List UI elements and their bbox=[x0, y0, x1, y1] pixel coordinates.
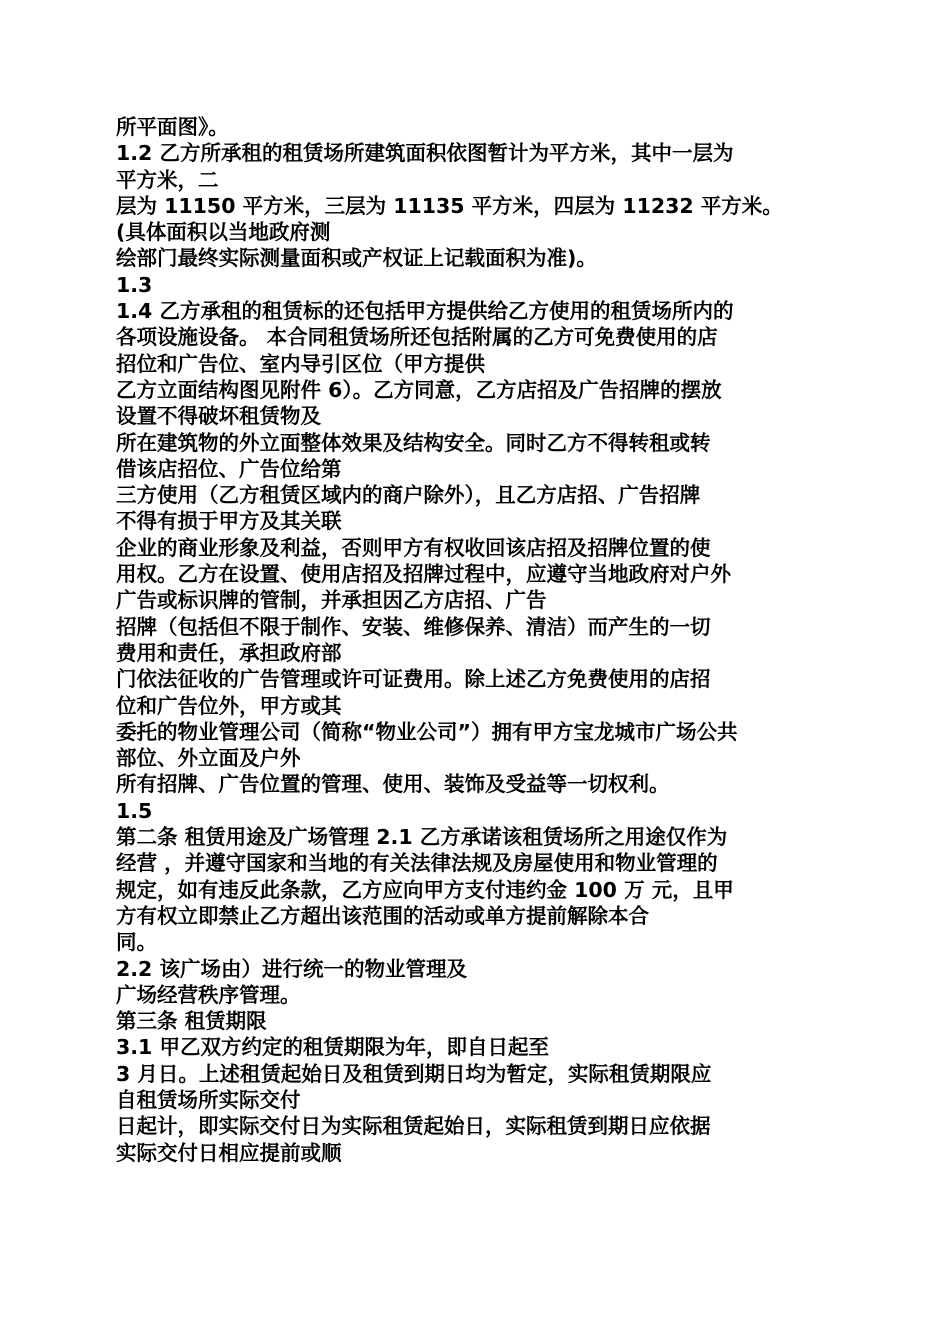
text-line: 同。 bbox=[116, 930, 157, 955]
text-line: 三方使用（乙方租赁区域内的商户除外），且乙方店招、广告招牌 bbox=[116, 483, 701, 508]
text-line: 3 月日。上述租赁起始日及租赁到期日均为暂定，实际租赁期限应 bbox=[116, 1061, 712, 1086]
text-line: (具体面积以当地政府测 bbox=[116, 220, 331, 245]
text-line: 部位、外立面及户外 bbox=[116, 746, 301, 771]
text-line: 所在建筑物的外立面整体效果及结构安全。同时乙方不得转租或转 bbox=[116, 430, 711, 455]
text-line: 自租赁场所实际交付 bbox=[116, 1087, 301, 1112]
text-line: 招位和广告位、室内导引区位（甲方提供 bbox=[116, 351, 485, 376]
document-page bbox=[116, 114, 840, 1166]
text-line: 3.1 甲乙双方约定的租赁期限为年，即自日起至 bbox=[116, 1035, 549, 1060]
text-line: 第三条 租赁期限 bbox=[116, 1009, 267, 1034]
text-line: 平方米，二 bbox=[116, 167, 219, 192]
text-line: 所有招牌、广告位置的管理、使用、装饰及受益等一切权利。 bbox=[116, 772, 670, 797]
text-line: 设置不得破坏租赁物及 bbox=[116, 404, 321, 429]
text-line: 广场经营秩序管理。 bbox=[116, 982, 301, 1007]
text-line: 1.4 乙方承租的租赁标的还包括甲方提供给乙方使用的租赁场所内的 bbox=[116, 299, 734, 324]
text-line: 借该店招位、广告位给第 bbox=[116, 456, 342, 481]
text-line: 1.3 bbox=[116, 272, 153, 297]
text-line: 各项设施设备。 本合同租赁场所还包括附属的乙方可免费使用的店 bbox=[116, 325, 718, 350]
text-line: 不得有损于甲方及其关联 bbox=[116, 509, 342, 534]
text-line: 费用和责任，承担政府部 bbox=[116, 640, 342, 665]
text-line: 第二条 租赁用途及广场管理 2.1 乙方承诺该租赁场所之用途仅作为 bbox=[116, 825, 728, 850]
text-line: 招牌（包括但不限于制作、安装、维修保养、清洁）而产生的一切 bbox=[116, 614, 711, 639]
text-line: 2.2 该广场由）进行统一的物业管理及 bbox=[116, 956, 467, 981]
text-line: 所平面图》。 bbox=[116, 115, 229, 139]
text-line: 1.2 乙方所承租的租赁场所建筑面积依图暂计为平方米，其中一层为 bbox=[116, 141, 734, 166]
text-line: 方有权立即禁止乙方超出该范围的活动或单方提前解除本合 bbox=[116, 903, 649, 928]
text-line: 绘部门最终实际测量面积或产权证上记载面积为准)。 bbox=[116, 246, 597, 271]
text-line: 用权。乙方在设置、使用店招及招牌过程中，应遵守当地政府对户外 bbox=[116, 562, 731, 587]
text-line: 广告或标识牌的管制，并承担因乙方店招、广告 bbox=[116, 588, 547, 613]
text-line: 位和广告位外，甲方或其 bbox=[116, 693, 342, 718]
text-line: 委托的物业管理公司（简称“物业公司”）拥有甲方宝龙城市广场公共 bbox=[116, 719, 738, 744]
text-line: 乙方立面结构图见附件 6）。乙方同意，乙方店招及广告招牌的摆放 bbox=[116, 377, 722, 402]
text-line: 企业的商业形象及利益，否则甲方有权收回该店招及招牌位置的使 bbox=[116, 535, 711, 560]
text-line: 层为 11150 平方米，三层为 11135 平方米，四层为 11232 平方米。 bbox=[116, 193, 783, 218]
text-line: 规定，如有违反此条款，乙方应向甲方支付违约金 100 万 元，且甲 bbox=[116, 877, 734, 902]
text-line: 经营 ，并遵守国家和当地的有关法律法规及房屋使用和物业管理的 bbox=[116, 851, 718, 876]
text-line: 日起计，即实际交付日为实际租赁起始日，实际租赁到期日应依据 bbox=[116, 1114, 711, 1139]
text-line: 门依法征收的广告管理或许可证费用。除上述乙方免费使用的店招 bbox=[116, 667, 711, 692]
text-line: 1.5 bbox=[116, 798, 153, 823]
text-line: 实际交付日相应提前或顺 bbox=[116, 1140, 342, 1165]
